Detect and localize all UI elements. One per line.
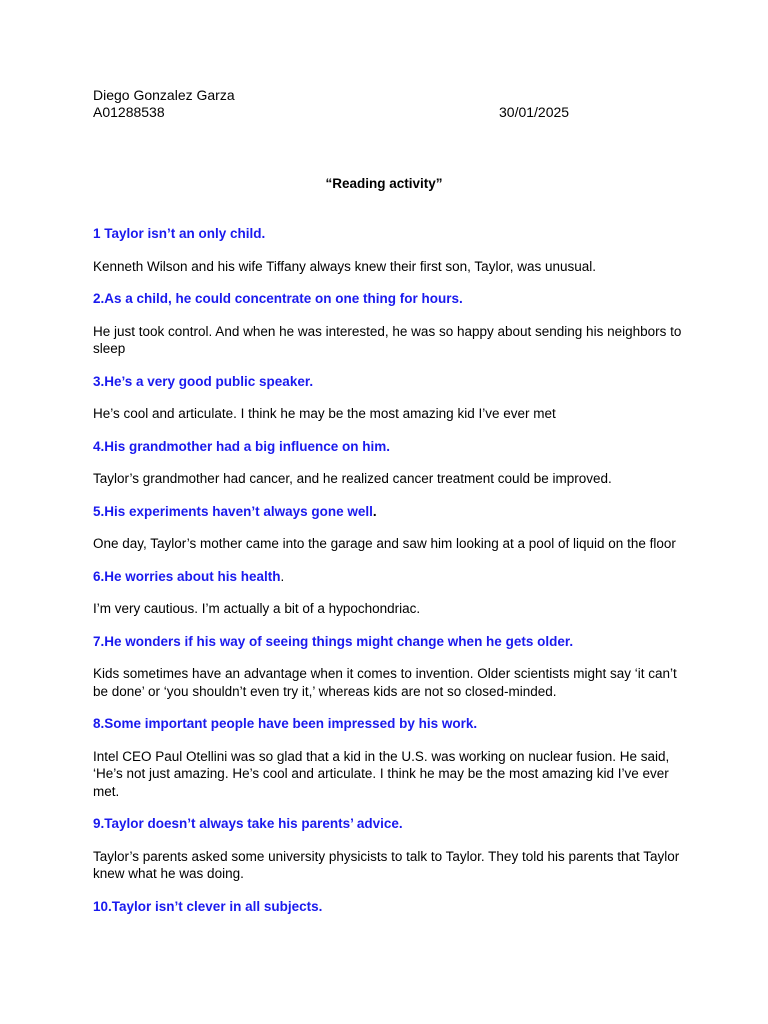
answer-2: He just took control. And when he was interested, he was so happy about sending his neighbors to sleep bbox=[93, 323, 682, 356]
question-1 bbox=[93, 225, 683, 243]
answer-6: I’m very cautious. I’m actually a bit of a hypochondriac. bbox=[93, 601, 421, 616]
answer-1: Kenneth Wilson and his wife Tiffany always knew their first son, Taylor, was unusual. bbox=[93, 258, 597, 274]
answer-8: Intel CEO Paul Otellini was so glad that a kid in the U.S. was working on nuclear fusion. He said, ‘He’s not just amazing. He’s cool and articulate. I think he may be the most amazing kid I’ve ever met. bbox=[93, 748, 670, 799]
question-text: 7.He wonders if his way of seeing things might change when he gets older. bbox=[93, 633, 574, 649]
question-suffix: . bbox=[280, 568, 285, 584]
question-text: 2.As a child, he could concentrate on one thing for hours. bbox=[93, 291, 463, 306]
question-8 bbox=[93, 715, 683, 733]
question-text: 6.He worries about his health bbox=[93, 568, 281, 584]
question-3 bbox=[93, 373, 683, 391]
student-id: A01288538 bbox=[93, 104, 165, 120]
question-text: 9.Taylor doesn’t always take his parents’ advice. bbox=[93, 816, 403, 831]
question-text: 5.His experiments haven’t always gone well bbox=[93, 503, 373, 519]
question-suffix: . bbox=[372, 503, 377, 519]
answer-7: Kids sometimes have an advantage when it comes to invention. Older scientists might say ‘it can’t be done’ or ‘you shouldn’t even try it,’ whereas kids are not so closed-minded. bbox=[93, 666, 677, 699]
question-text: 3.He’s a very good public speaker. bbox=[93, 373, 314, 389]
question-5 bbox=[93, 503, 683, 521]
document-title: “Reading activity” bbox=[325, 176, 443, 191]
author-name: Diego Gonzalez Garza bbox=[93, 87, 235, 103]
question-text: 4.His grandmother had a big influence on him. bbox=[93, 438, 391, 454]
question-text: 10.Taylor isn’t clever in all subjects. bbox=[93, 898, 323, 914]
question-9 bbox=[93, 815, 683, 833]
question-2 bbox=[93, 290, 683, 308]
qa-list bbox=[93, 225, 683, 915]
question-text: 1 Taylor isn’t an only child. bbox=[93, 226, 266, 241]
question-4 bbox=[93, 438, 683, 456]
answer-9: Taylor’s parents asked some university physicists to talk to Taylor. They told his parents that Taylor knew what he was doing. bbox=[93, 848, 680, 881]
question-10 bbox=[93, 898, 683, 916]
question-6 bbox=[93, 568, 683, 586]
answer-4: Taylor’s grandmother had cancer, and he realized cancer treatment could be improved. bbox=[93, 471, 612, 486]
question-text: 8.Some important people have been impressed by his work. bbox=[93, 716, 478, 731]
answer-3: He’s cool and articulate. I think he may be the most amazing kid I’ve ever met bbox=[93, 406, 556, 421]
answer-5: One day, Taylor’s mother came into the garage and saw him looking at a pool of liquid on the floor bbox=[93, 536, 676, 551]
document-date: 30/01/2025 bbox=[499, 104, 570, 120]
question-7 bbox=[93, 633, 683, 651]
